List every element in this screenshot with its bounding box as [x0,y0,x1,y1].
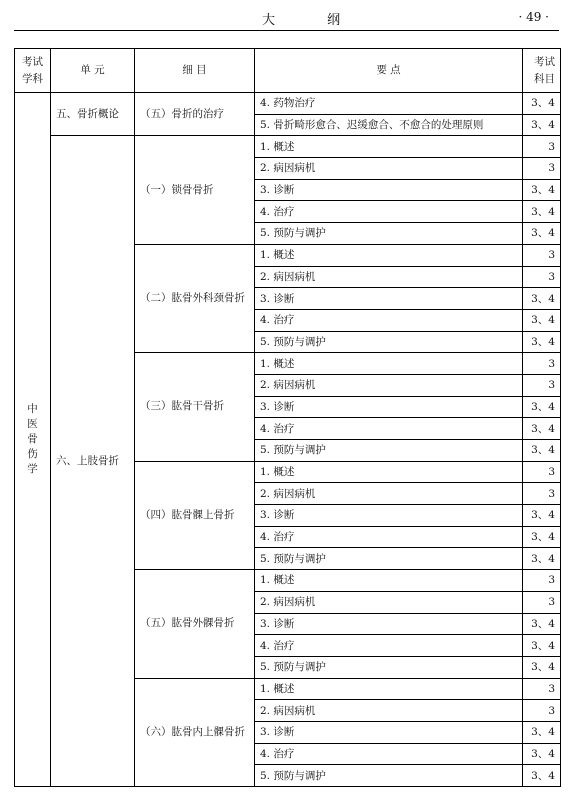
point-cell: 3. 诊断 [255,613,523,635]
level-cell: 3 [523,700,561,722]
page-number: · 49 · [518,10,549,24]
unit-cell: 五、骨折概论 [51,93,135,136]
level-cell: 3 [523,483,561,505]
level-cell: 3 [523,570,561,592]
detail-cell: （二）肱骨外科颈骨折 [135,244,255,352]
point-cell: 4. 药物治疗 [255,93,523,115]
level-cell: 3、4 [523,656,561,678]
point-cell: 4. 治疗 [255,201,523,223]
point-cell: 1. 概述 [255,678,523,700]
level-cell: 3、4 [523,743,561,765]
detail-cell: （四）肱骨髁上骨折 [135,461,255,569]
detail-cell: （一）锁骨骨折 [135,136,255,244]
level-cell: 3、4 [523,440,561,462]
detail-cell: （五）肱骨外髁骨折 [135,570,255,678]
point-cell: 5. 骨折畸形愈合、迟缓愈合、不愈合的处理原则 [255,114,523,136]
level-cell: 3、4 [523,613,561,635]
level-cell: 3 [523,678,561,700]
level-cell: 3 [523,244,561,266]
point-cell: 4. 治疗 [255,743,523,765]
level-cell: 3、4 [523,114,561,136]
level-cell: 3、4 [523,223,561,245]
level-cell: 3 [523,374,561,396]
level-cell: 3、4 [523,179,561,201]
point-cell: 1. 概述 [255,461,523,483]
detail-cell: （六）肱骨内上髁骨折 [135,678,255,786]
level-cell: 3 [523,353,561,375]
table-body [15,93,561,787]
level-cell: 3、4 [523,765,561,787]
point-cell: 3. 诊断 [255,179,523,201]
point-cell: 5. 预防与调护 [255,656,523,678]
col-header-points: 要 点 [255,49,523,93]
level-cell: 3 [523,266,561,288]
level-cell: 3、4 [523,505,561,527]
level-cell: 3、4 [523,418,561,440]
detail-cell: （三）肱骨干骨折 [135,353,255,461]
point-cell: 1. 概述 [255,244,523,266]
level-cell: 3、4 [523,288,561,310]
subject-cell [15,93,51,787]
point-cell: 5. 预防与调护 [255,331,523,353]
level-cell: 3、4 [523,526,561,548]
level-cell: 3、4 [523,331,561,353]
level-cell: 3 [523,461,561,483]
level-cell: 3、4 [523,396,561,418]
point-cell: 1. 概述 [255,353,523,375]
table-row [15,136,561,158]
level-cell: 3、4 [523,93,561,115]
point-cell: 5. 预防与调护 [255,223,523,245]
point-cell: 1. 概述 [255,136,523,158]
point-cell: 4. 治疗 [255,635,523,657]
detail-cell: （五）骨折的治疗 [135,93,255,136]
point-cell: 2. 病因病机 [255,483,523,505]
point-cell: 2. 病因病机 [255,158,523,180]
point-cell: 1. 概述 [255,570,523,592]
point-cell: 5. 预防与调护 [255,440,523,462]
header-rule [14,30,559,31]
level-cell: 3、4 [523,201,561,223]
col-header-level: 考试科目 [523,49,561,93]
level-cell: 3 [523,591,561,613]
point-cell: 2. 病因病机 [255,374,523,396]
table-header-row [15,49,561,93]
level-cell: 3 [523,158,561,180]
point-cell: 4. 治疗 [255,418,523,440]
point-cell: 5. 预防与调护 [255,765,523,787]
point-cell: 3. 诊断 [255,396,523,418]
level-cell: 3、4 [523,635,561,657]
point-cell: 2. 病因病机 [255,266,523,288]
point-cell: 4. 治疗 [255,309,523,331]
level-cell: 3、4 [523,548,561,570]
point-cell: 5. 预防与调护 [255,548,523,570]
col-header-subject: 考试学科 [15,49,51,93]
col-header-detail: 细 目 [135,49,255,93]
level-cell: 3 [523,136,561,158]
running-header-title: 大 纲 [262,13,365,28]
syllabus-table [14,48,561,787]
subject-label: 中医骨伤学 [27,403,38,475]
point-cell: 3. 诊断 [255,505,523,527]
col-header-unit: 单 元 [51,49,135,93]
level-cell: 3、4 [523,309,561,331]
point-cell: 2. 病因病机 [255,700,523,722]
unit-cell: 六、上肢骨折 [51,136,135,787]
table-row [15,93,561,115]
point-cell: 2. 病因病机 [255,591,523,613]
level-cell: 3、4 [523,721,561,743]
point-cell: 3. 诊断 [255,288,523,310]
point-cell: 3. 诊断 [255,721,523,743]
point-cell: 4. 治疗 [255,526,523,548]
